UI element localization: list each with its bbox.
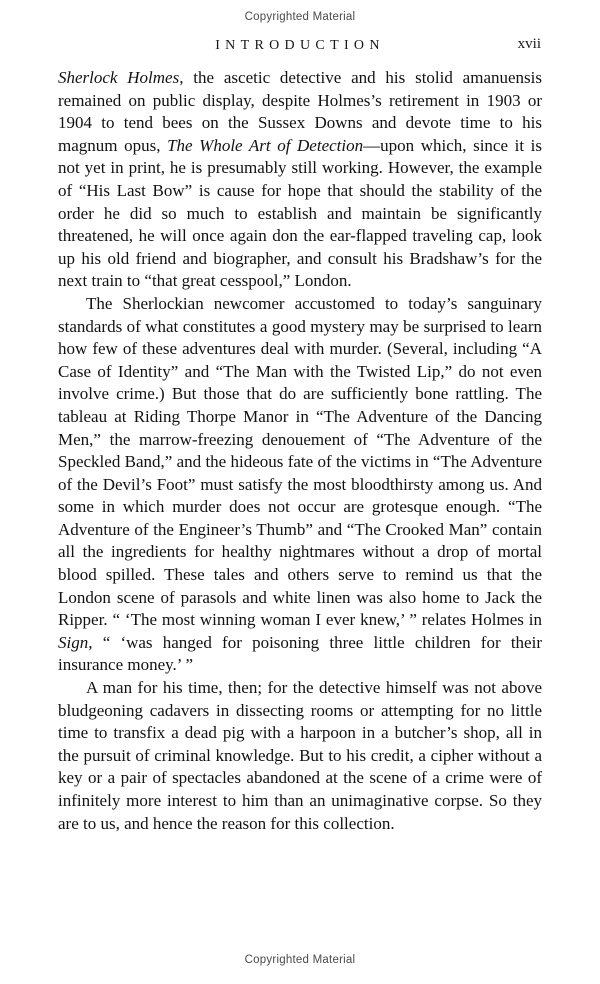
text-segment: —upon which, since it is not yet in print, he is presumably still working. However, the example of “His Last Bow” is cause for hope that should the stability of the order he did so much to establish and maintain be significantly threatened, he will once again don the ear-flapped traveling cap, look up his old friend and biographer, and consult his Bradshaw’s for the next train to “that great cesspool,” London. xyxy=(58,135,543,291)
page-number: xvii xyxy=(517,36,541,52)
copyright-notice-top: Copyrighted Material xyxy=(244,11,356,23)
text-segment: A man for his time, then; for the detective himself was not above bludgeoning cadavers in dissecting rooms or attempting for no little time to transfix a dead pig with a harpoon in a butcher’s shop, all in the pursuit of criminal knowledge. But to his credit, a cipher without a key or a pair of spectacles abandoned at the scene of a crime were of infinitely more interest to him than an unimaginative corpse. So they are to us, and hence the reason for this collection. xyxy=(58,678,542,833)
chapter-title: INTRODUCTION xyxy=(215,38,385,53)
running-head xyxy=(0,36,600,54)
text-segment: Sherlock Holmes xyxy=(58,68,180,87)
paragraph xyxy=(58,677,542,835)
page-body xyxy=(58,67,542,835)
text-segment: The Sherlockian newcomer accustomed to today’s sanguinary standards of what constitutes a good mystery may be surprised to learn how few of these adventures deal with murder. (Several, including “A Case of Identity” and “The Man with the Twisted Lip,” do not even involve crime.) But those that do are sufficiently bone rattling. The tableau at Riding Thorpe Manor in “The Adventure of the Dancing Men,” the marrow-freezing denouement of “The Adventure of the Speckled Band,” and the hideous fate of the victims in “The Adventure of the Devil’s Foot” must satisfy the most bloodthirsty among us. And some in which murder does not occur are grotesque enough. “The Adventure of the Engineer’s Thumb” and “The Crooked Man” contain all the ingredients for healthy nightmares without a drop of mortal blood spilled. These tales and others serve to remind us that the London scene of parasols and white linen was also home to Jack the Ripper. “ ‘The most winning woman I ever knew,’ ” relates Holmes in xyxy=(58,293,542,630)
text-segment: Sign xyxy=(58,632,89,652)
paragraph xyxy=(58,293,542,677)
text-segment: , the ascetic detective and his stolid amanuensis remained on public display, despite Holmes’s retirement in 1903 or 1904 to tend bees on the Sussex Downs and devote time to his magnum opus, xyxy=(58,68,542,155)
text-segment: , “ ‘was hanged for poisoning three little children for their insurance money.’ ” xyxy=(58,632,542,675)
paragraph xyxy=(58,67,542,293)
copyright-notice-bottom: Copyrighted Material xyxy=(244,954,356,966)
text-segment: The Whole Art of Detection xyxy=(167,135,364,155)
